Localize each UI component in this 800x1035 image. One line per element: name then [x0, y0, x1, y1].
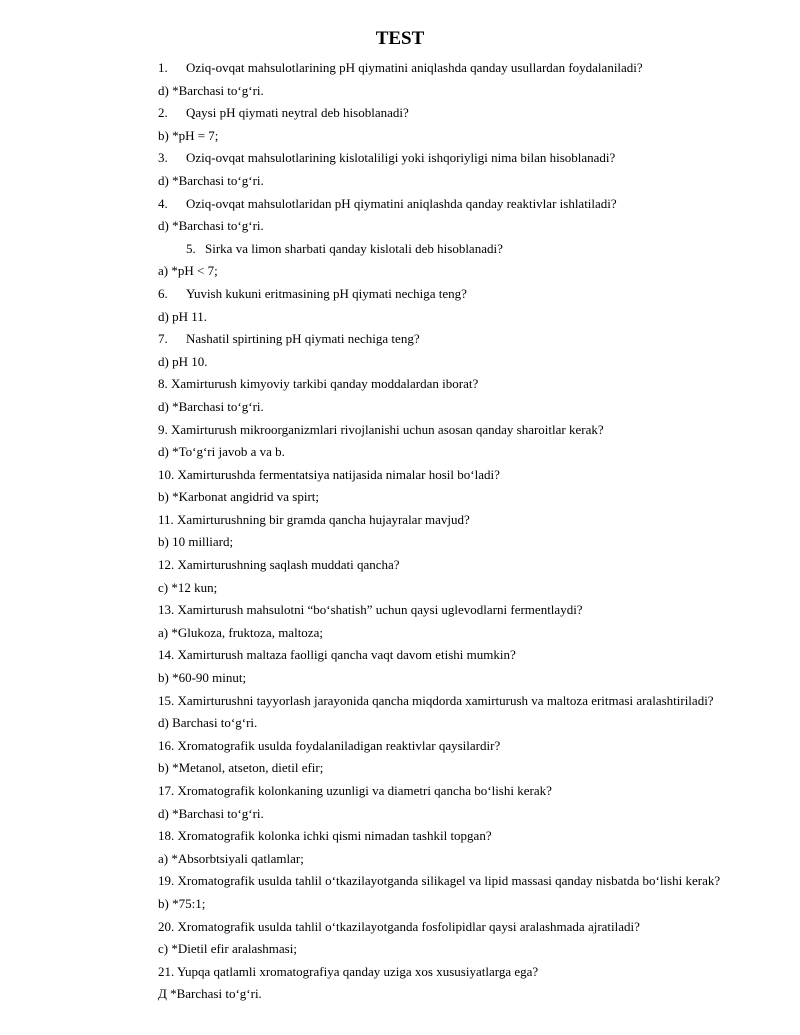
question-text: Xromatografik kolonkaning uzunligi va diametri qancha bo‘lishi kerak?	[177, 783, 552, 798]
answer-text: a) *Glukoza, fruktoza, maltoza;	[158, 624, 323, 640]
question-text: Xamirturushning saqlash muddati qancha?	[177, 557, 400, 573]
question-number: 6.	[158, 285, 168, 301]
question-text: Yupqa qatlamli xromatografiya qanday uziga xos xususiyatlarga ega?	[177, 963, 539, 979]
answer-line	[0, 713, 800, 736]
answer-text: c) *12 kun;	[158, 579, 218, 595]
answer-text: a) *Absorbtsiyali qatlamlar;	[158, 850, 304, 866]
question-number: 3.	[158, 150, 168, 166]
answer-line	[0, 216, 800, 239]
question-line	[0, 826, 800, 849]
question-text: Xamirturushda fermentatsiya natijasida nimalar hosil bo‘ladi?	[177, 466, 500, 482]
question-number: 18.	[158, 828, 175, 844]
answer-line	[0, 804, 800, 827]
question-line	[0, 374, 800, 397]
answer-line	[0, 171, 800, 194]
document-title: TEST	[375, 28, 425, 49]
question-text-wrap	[158, 691, 714, 711]
question-number: 8.	[158, 376, 168, 392]
question-line	[0, 736, 800, 759]
question-number: 7.	[158, 331, 168, 347]
question-text-wrap	[158, 420, 604, 440]
answer-line	[0, 939, 800, 962]
question-number: 5.	[186, 240, 196, 256]
question-text-wrap	[158, 736, 500, 756]
question-list	[0, 58, 800, 1007]
question-number: 9.	[158, 421, 168, 437]
question-text: Xromatografik usulda tahlil o‘tkazilayotganda silikagel va lipid massasi qanday nisbatda bo‘lishi kerak?	[177, 873, 721, 889]
question-text: Xamirturush maltaza faolligi qancha vaqt davom etishi mumkin?	[177, 647, 516, 663]
question-text: Xamirturushning bir gramda qancha hujayralar mavjud?	[177, 511, 470, 527]
answer-line	[0, 352, 800, 375]
question-text: Xamirturush mikroorganizmlari rivojlanishi uchun asosan qanday sharoitlar kerak?	[171, 421, 604, 437]
answer-text: d) *Barchasi to‘g‘ri.	[158, 398, 264, 414]
answer-text: d) pH 10.	[158, 353, 208, 369]
question-line	[0, 284, 800, 307]
answer-text: a) *pH < 7;	[158, 263, 218, 279]
answer-text: b) 10 milliard;	[158, 534, 234, 550]
answer-line	[0, 668, 800, 691]
question-number: 16.	[158, 737, 175, 753]
question-text-wrap	[158, 555, 400, 575]
question-text: Oziq-ovqat mahsulotlarining pH qiymatini aniqlashda qanday usullardan foydalaniladi?	[186, 60, 643, 75]
answer-line	[0, 81, 800, 104]
question-line	[0, 510, 800, 533]
question-text-wrap	[158, 962, 538, 982]
question-line	[0, 645, 800, 668]
question-line	[0, 962, 800, 985]
question-text: Nashatil spirtining pH qiymati nechiga teng?	[186, 331, 420, 347]
answer-text: d) *Barchasi to‘g‘ri.	[158, 218, 264, 234]
answer-line	[0, 397, 800, 420]
answer-text: b) *60-90 minut;	[158, 670, 247, 686]
answer-text: b) *pH = 7;	[158, 127, 219, 143]
question-line	[0, 465, 800, 488]
question-text: Xromatografik kolonka ichki qismi nimadan tashkil topgan?	[177, 828, 492, 844]
question-text: Qaysi pH qiymati neytral deb hisoblanadi?	[186, 105, 409, 121]
question-line	[0, 600, 800, 623]
answer-text: b) *Karbonat angidrid va spirt;	[158, 489, 320, 505]
question-text: Xromatografik usulda foydalaniladigan reaktivlar qaysilardir?	[177, 737, 501, 753]
question-number: 15.	[158, 692, 175, 708]
question-text: Oziq-ovqat mahsulotlaridan pH qiymatini aniqlashda qanday reaktivlar ishlatiladi?	[186, 195, 617, 211]
question-text: Xamirturush mahsulotni “bo‘shatish” uchun qaysi uglevodlarni fermentlaydi?	[177, 602, 583, 618]
question-line	[0, 239, 800, 262]
question-text-wrap	[158, 600, 583, 620]
answer-text: b) *Metanol, atseton, dietil efir;	[158, 760, 324, 776]
question-number: 19.	[158, 873, 175, 889]
question-number: 1.	[158, 60, 168, 75]
question-line	[0, 691, 800, 714]
answer-text: d) *To‘g‘ri javob a va b.	[158, 444, 285, 460]
question-line	[0, 148, 800, 171]
question-text: Xamirturush kimyoviy tarkibi qanday moddalardan iborat?	[171, 376, 479, 392]
question-line	[0, 103, 800, 126]
question-text: Sirka va limon sharbati qanday kislotali deb hisoblanadi?	[205, 240, 503, 256]
question-number: 17.	[158, 783, 175, 798]
question-line	[0, 871, 800, 894]
question-number: 4.	[158, 195, 168, 211]
question-line	[0, 917, 800, 940]
answer-text: d) *Barchasi to‘g‘ri.	[158, 172, 264, 188]
question-text: Xromatografik usulda tahlil o‘tkazilayotganda fosfolipidlar qaysi aralashmada ajratiladi?	[177, 918, 640, 934]
question-number: 14.	[158, 647, 175, 663]
question-text-wrap	[158, 826, 492, 846]
question-line	[0, 329, 800, 352]
answer-text: Д *Barchasi to‘g‘ri.	[158, 986, 262, 1002]
question-line	[0, 781, 800, 804]
question-number: 21.	[158, 963, 175, 979]
answer-text: d) pH 11.	[158, 308, 207, 324]
question-number: 11.	[158, 511, 174, 527]
answer-line	[0, 126, 800, 149]
question-text-wrap	[158, 871, 720, 891]
question-line	[0, 58, 800, 81]
question-text: Xamirturushni tayyorlash jarayonida qancha miqdorda xamirturush va maltoza eritmasi aralashtiriladi?	[177, 692, 714, 708]
question-text-wrap	[158, 465, 500, 485]
question-text-wrap	[158, 374, 478, 394]
answer-line	[0, 442, 800, 465]
answer-line	[0, 532, 800, 555]
question-text-wrap	[158, 645, 516, 665]
question-number: 20.	[158, 918, 175, 934]
answer-line	[0, 307, 800, 330]
question-text-wrap	[158, 510, 470, 530]
answer-line	[0, 487, 800, 510]
question-line	[0, 420, 800, 443]
answer-text: c) *Dietil efir aralashmasi;	[158, 941, 297, 957]
answer-line	[0, 984, 800, 1007]
question-text-wrap	[158, 917, 640, 937]
question-text: Yuvish kukuni eritmasining pH qiymati nechiga teng?	[186, 285, 467, 301]
question-number: 12.	[158, 557, 175, 573]
question-text-wrap	[158, 781, 552, 801]
answer-line	[0, 578, 800, 601]
answer-text: d) *Barchasi to‘g‘ri.	[158, 82, 264, 98]
question-number: 10.	[158, 466, 175, 482]
question-text: Oziq-ovqat mahsulotlarining kislotaliligi yoki ishqoriyligi nima bilan hisoblanadi?	[186, 150, 616, 166]
question-line	[0, 555, 800, 578]
answer-line	[0, 849, 800, 872]
answer-text: d) *Barchasi to‘g‘ri.	[158, 805, 264, 821]
answer-line	[0, 623, 800, 646]
question-number: 13.	[158, 602, 175, 618]
answer-line	[0, 758, 800, 781]
answer-line	[0, 261, 800, 284]
answer-text: d) Barchasi to‘g‘ri.	[158, 715, 258, 731]
answer-text: b) *75:1;	[158, 895, 206, 911]
answer-line	[0, 894, 800, 917]
question-line	[0, 194, 800, 217]
question-number: 2.	[158, 105, 168, 121]
